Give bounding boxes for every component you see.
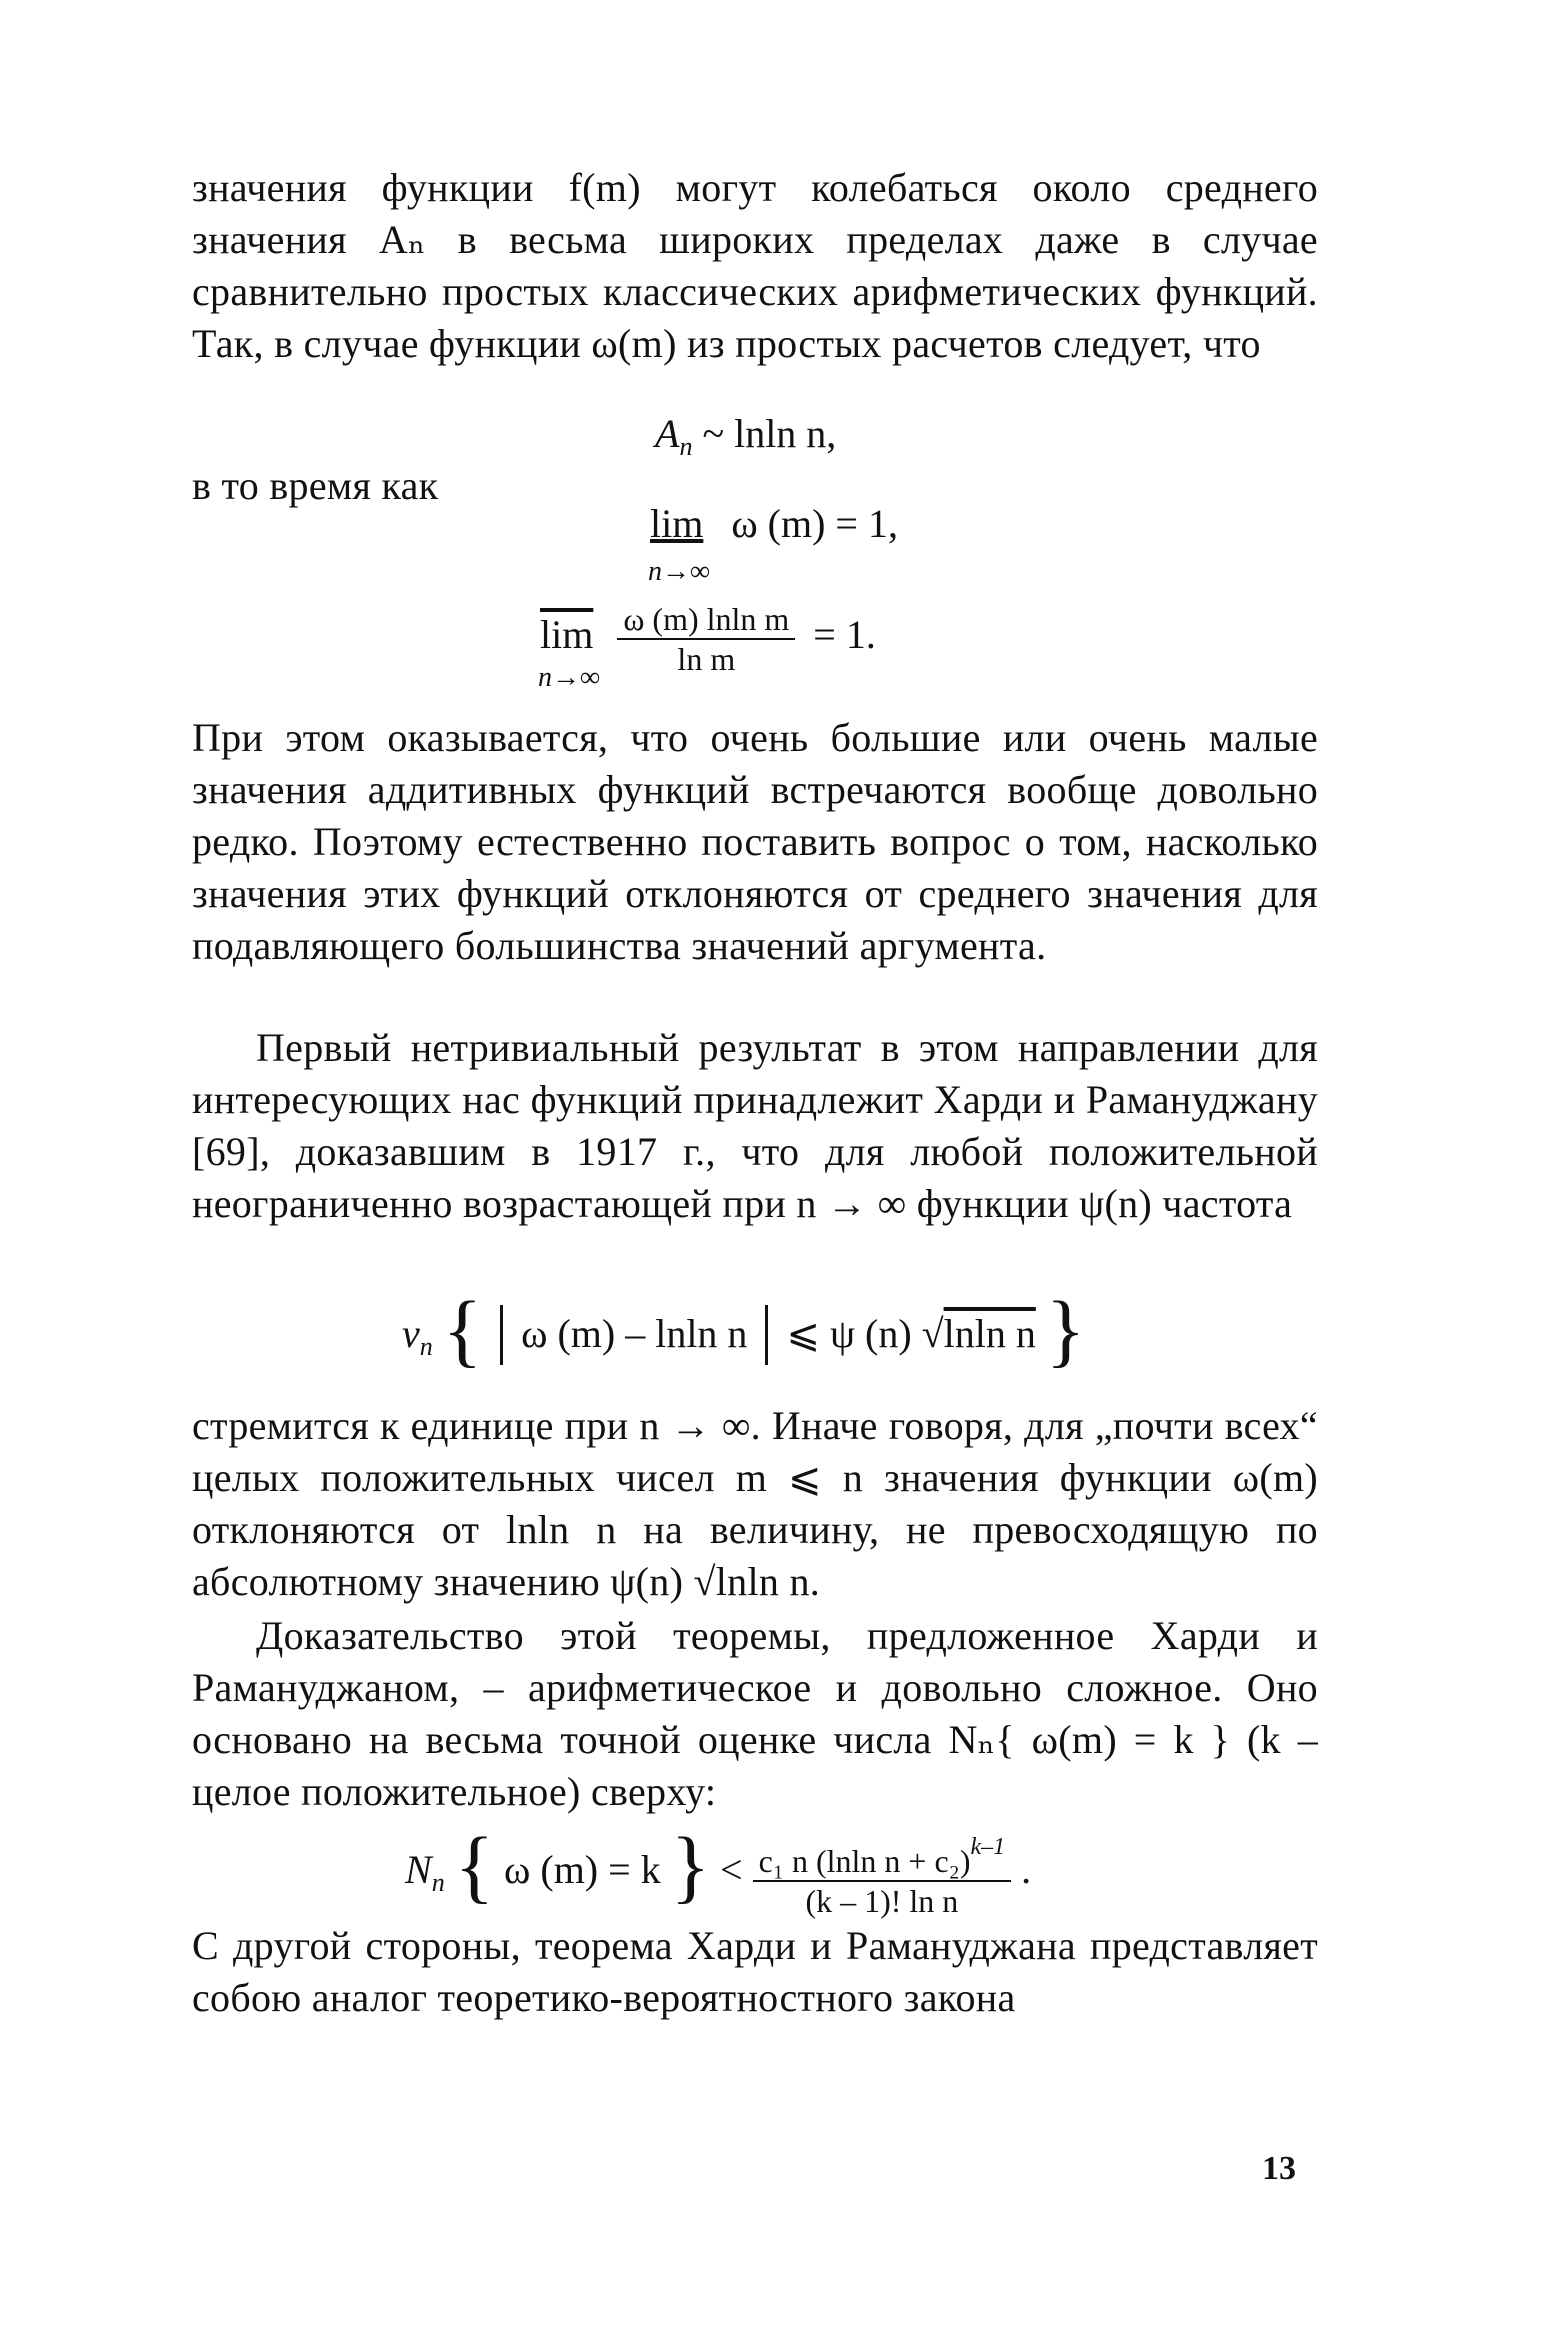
formula-2-body: ω (m) = 1, bbox=[731, 501, 898, 546]
formula-3-denominator: ln m bbox=[677, 641, 736, 677]
paragraph-2: в то время как bbox=[192, 463, 439, 508]
formula-4-subscript: n bbox=[419, 1332, 433, 1361]
formula-1-rhs: ~ lnln n, bbox=[702, 411, 837, 456]
formula-3-numerator: ω (m) lnln m bbox=[617, 600, 795, 640]
page-number: 13 bbox=[1262, 2150, 1296, 2187]
formula-5-fraction bbox=[753, 1828, 1012, 1920]
formula-3-rhs: = 1. bbox=[813, 612, 876, 658]
formula-4-right-brace: } bbox=[1045, 1284, 1086, 1375]
paragraph-1-block bbox=[192, 162, 1318, 370]
formula-5-numerator-group bbox=[753, 1828, 1012, 1882]
formula-liminf bbox=[650, 500, 898, 548]
formula-1-subscript: n bbox=[679, 432, 693, 461]
formula-2-lim: lim bbox=[650, 501, 704, 546]
formula-5-lhs: N bbox=[405, 1847, 432, 1893]
paragraph-5: стремится к единице при n → ∞. Иначе говоря, для „почти всех“ целых положительных чисел m ⩽ n значения функции ω(m) отклоняются от lnln n на величину, не превосходящую по абсолютному значению ψ(n) √lnln n. bbox=[192, 1403, 1318, 1604]
formula-5-less-than: < bbox=[720, 1847, 743, 1893]
formula-4-abs-right bbox=[765, 1305, 768, 1365]
formula-4-bound: ⩽ ψ (n) bbox=[786, 1311, 912, 1356]
paragraph-1: значения функции f(m) могут колебаться около среднего значения Aₙ в весьма широких пределах даже в случае сравнительно простых классических арифметических функций. Так, в случае функции ω(m) из простых расчетов следует, что bbox=[192, 165, 1318, 366]
formula-4-abs-left bbox=[500, 1305, 503, 1365]
formula-3-lim: $\overline{lim}$ bbox=[540, 612, 594, 658]
paragraph-4: Первый нетривиальный результат в этом направлении для интересующих нас функций принадлежит Харди и Рамануджану [69], доказавшим в 1917 г., что для любой положительной неограниченно возрастающей при n → ∞ функции ψ(n) частота bbox=[192, 1025, 1318, 1226]
formula-4-radical: √lnln n bbox=[921, 1311, 1036, 1356]
formula-upper-bound bbox=[405, 1820, 1032, 1920]
formula-2-limit-label: n→∞ bbox=[648, 556, 710, 587]
formula-3-limit-label: n→∞ bbox=[538, 662, 600, 693]
formula-frequency bbox=[402, 1284, 1086, 1375]
formula-4-nu: ν bbox=[402, 1311, 420, 1356]
formula-5-numerator: c₁ n (lnln n + c₂) bbox=[758, 1843, 971, 1879]
formula-5-denominator: (k – 1)! ln n bbox=[805, 1883, 959, 1919]
formula-5-period: . bbox=[1021, 1847, 1032, 1893]
formula-1-lhs: A bbox=[655, 411, 680, 456]
formula-5-inner: ω (m) = k bbox=[504, 1847, 661, 1893]
paragraph-5-block bbox=[192, 1400, 1318, 1608]
formula-5-subscript: n bbox=[431, 1868, 445, 1898]
formula-5-right-brace: } bbox=[670, 1820, 711, 1912]
paragraph-3: При этом оказывается, что очень большие или очень малые значения аддитивных функций встречаются вообще довольно редко. Поэтому естественно поставить вопрос о том, насколько значения этих функций отклоняются от среднего значения для подавляющего большинства значений аргумента. bbox=[192, 715, 1318, 968]
paragraph-3-block bbox=[192, 712, 1318, 972]
paragraph-6-block bbox=[192, 1610, 1318, 1818]
formula-4-radicand: lnln n bbox=[943, 1311, 1036, 1356]
formula-4-inner: ω (m) – lnln n bbox=[521, 1311, 748, 1356]
paragraph-4-block bbox=[192, 1022, 1318, 1230]
paragraph-6: Доказательство этой теоремы, предложенное Харди и Рамануджаном, – арифметическое и довольно сложное. Оно основано на весьма точной оценке числа Nₙ{ ω(m) = k } (k – целое положительное) сверху: bbox=[192, 1613, 1318, 1814]
formula-4-left-brace: { bbox=[442, 1284, 483, 1375]
paragraph-7: С другой стороны, теорема Харди и Рамануджана представляет собою аналог теоретико-вероятностного закона bbox=[192, 1923, 1318, 2020]
formula-5-exponent: k–1 bbox=[970, 1834, 1006, 1860]
paragraph-7-block bbox=[192, 1920, 1318, 2024]
formula-3-fraction bbox=[617, 600, 795, 678]
formula-5-left-brace: { bbox=[454, 1820, 495, 1912]
